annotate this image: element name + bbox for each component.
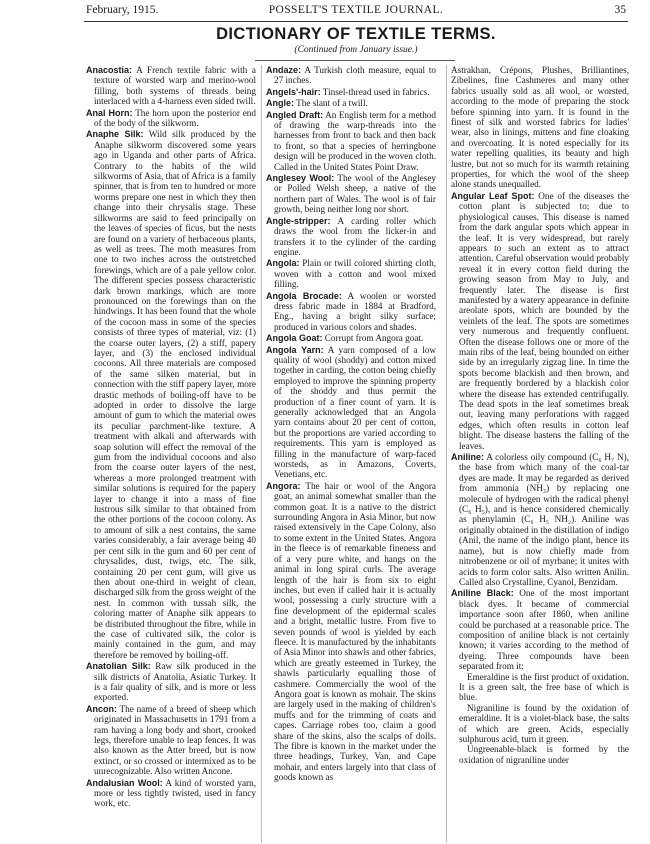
entry-term: Aniline:: [451, 452, 484, 463]
dictionary-entry: [266, 216, 436, 258]
entry-definition: Raw silk produced in the silk districts of Anatolia, Asiatic Turkey. It is a fair quality of silk, and is more or less exported.: [94, 661, 256, 703]
entry-term: Angular Leaf Spot:: [451, 190, 535, 201]
dictionary-entry: [86, 129, 256, 660]
entry-term: Anal Horn:: [86, 107, 133, 118]
dictionary-entry: [86, 661, 256, 703]
entry-definition: The slant of a twill.: [294, 98, 368, 109]
entry-term: Angle:: [266, 98, 294, 109]
entry-definition: Corrupt from Angora goat.: [322, 333, 424, 344]
entry-definition: A colorless oily compound (C₆ H₇ N), the base from which many of the coal-tar dyes are made. It may be regarded as derived from ammonia (NH₃) by replacing one molecule of hydrogen with the radical phenyl (C₆ H₅), and is hence considered chemically as phenylamin (C₆ H₅ NH₂). Aniline was originally obtained in the distillation of indigo (Anil, the name of the indigo plant, hence its name), but is now chiefly made from nitrobenzene or oil of myrbane; it unites with acids to form color salts. Also written Anilin. Called also Crystalline, Cyanol, Benzidam.: [459, 452, 629, 587]
entry-definition: One of the most important black dyes. It became of commercial importance soon after 1860, when aniline could be purchased at a reasonable price. The composition of aniline black is not certainly known; it varies according to the method of dyeing. Three compounds have been separated from it:: [459, 588, 629, 672]
dictionary-entry: [266, 258, 436, 289]
dictionary-entry: [451, 191, 629, 451]
dictionary-entry: [86, 108, 256, 129]
entry-term: Angled Draft:: [266, 109, 324, 120]
dictionary-entry: [86, 704, 256, 777]
entry-definition: A yarn composed of a low quality of wool (shoddy) and cotton mixed together in carding, the cotton being chiefly employed to improve the spinning property of the shoddy and thus permit the production of a finer count of yarn. It is generally acknowledged that an Angola yarn contains about 20 per cent of cotton, but the proportions are varied according to requirements. This yarn is employed as filling in the manufacture of warp-faced worsteds, as in Amazons, Coverts, Venetians, etc.: [274, 344, 436, 480]
entry-subparagraph: Ungreenable-black is formed by the oxidation of nigraniline under: [459, 744, 629, 765]
dictionary-entry: [451, 452, 629, 587]
article-title: DICTIONARY OF TEXTILE TERMS.: [216, 25, 496, 43]
entry-definition: Wild silk produced by the Anaphe silkworm discovered some years ago in Uganda and other parts of Africa. Contrary to the habits of the wild silkworms of Asia, that of Africa is a family spinner, that is from ten to hundred or more worms prepare one nest in which they then change into their chrysalis stage. These silkworms are said to feed principally on the leaves of species of ficus, but the nests are found on a variety of herbaceous plants, as well as trees. The moth measures from one to two inches across the outstretched forewings, which are of a pale yellow color. The different species possess characteristic dark brown markings, which are more pronounced on the forewings than on the hindwings. It has been found that the whole of the cocoon mass in some of the species consists of three types of material, viz: (1) the coarse outer layers, (2) a stiff, papery layer, and (3) the enclosed individual cocoons. All three materials are composed of the same silken material, but in connection with the stiff papery layer, more drastic methods of boiling-off have to be adopted in order to dissolve the large amount of gum to which the material owes its peculiar parchment-like texture. A treatment with alkali and afterwards with soap solution will effect the removal of the gum from the individual cocoons and also from the coarse outer layers of the nest, whereas a more prolonged treatment with similar solutions is required for the papery layer to change it into a mass of fine lustrous silk similar to that obtained from the other portions of the cocoon colony. As to amount of silk a nest contains, the same varies considerably, a fair average being 40 per cent silk in the gum and 60 per cent of chrysalides, dust, twigs, etc. The silk, containing 20 per cent gum, will give us then about one-third in weight of clean, discharged silk from the gross weight of the nest. In common with tussah silk, the coloring matter of Anaphe silk appears to be distributed throughout the fibre, while in the case of cultivated silk, the color is mainly contained in the gum, and may therefore be removed by boiling-off.: [94, 129, 256, 660]
dictionary-entry: [451, 65, 629, 190]
dictionary-entry: [266, 481, 436, 783]
entry-definition: Astrakhan, Crépons, Plushes, Brilliantines, Zibelines, fine Cashmeres and many other fabrics usually sold as all wool, or worsted, according to the mode of preparing the stock before spinning into yarn. It is found in the finest of silk and worsted fabrics for ladies' wear, also in linings, mittens and fine cloaking and overcoating. It is noted especially for its water repelling qualities, its beauty and high lustre, but not so much for its warmth retaining properties, for which the wool of the sheep alone stands unequalled.: [451, 65, 629, 190]
entry-term: Angola Brocade:: [266, 290, 342, 301]
entry-definition: A Turkish cloth measure, equal to 27 inches.: [274, 65, 436, 86]
title-rule: [255, 60, 455, 61]
entry-term: Angola Yarn:: [266, 344, 324, 355]
entry-definition: One of the diseases the cotton plant is subjected to; due to physiological causes. This disease is named from the dark angular spots which appear in the leaf. It is very widespread, but rarely appears to such an extent as to attract attention. Careful observation would probably reveal it in every cotton field during the growing season from May to July, and frequently later. The disease is first manifested by a watery appearance in definite areolate spots, which are bounded by the veinlets of the leaf. The spots are sometimes very numerous and frequently confluent. Often the disease follows one or more of the main ribs of the leaf, being bounded on either side by an irregularly zigzag line. In time the spots become blackish and then brown, and are frequently bordered by a blackish color where the disease has extended centrifugally. The dead spots in the leaf sometimes break out, leaving many perforations with ragged edges, which often results in cotton leaf blight. The disease hastens the falling of the leaves.: [459, 190, 629, 451]
entry-definition: The wool of the Anglesey or Polled Welsh sheep, a native of the northern part of Wales. The wool is of fair growth, being neither long nor short.: [274, 173, 436, 215]
entry-definition: A carding roller which draws the wool from the licker-in and transfers it to the cylinder of the carding engine.: [274, 215, 436, 257]
dictionary-entry: [266, 173, 436, 215]
entry-term: Angora:: [266, 480, 301, 491]
column-divider: [446, 65, 447, 843]
entry-subparagraph: Nigraniline is found by the oxidation of emeraldine. It is a violet-black base, the salts of which are green. Acids, especially sulphurous acid, turn it green.: [459, 702, 629, 744]
entry-term: Andaze:: [266, 65, 302, 75]
entry-term: Anglesey Wool:: [266, 173, 335, 184]
entry-definition: The hair or wool of the Angora goat, an animal somewhat smaller than the common goat. It is a native to the district surrounding Angora in Asia Minor, but now raised extensively in the Cape Colony, also to some extent in the United States. Angora in the fleece is of remarkable fineness and of a very pure white, and hangs on the animal in long spiral curls. The average length of the hair is from six to eight inches, but even if called hair it is actually wool, possessing a curly structure with a fine development of the epidermal scales and a bright, metallic lustre. From five to seven pounds of wool is yielded by each fleece. It is manufactured by the inhabitants of Asia Minor into shawls and other fabrics, which are greatly esteemed in Turkey, the shawls particularly equalling those of cashmere. Commercially the wool of the Angora goat is known as mohair. The skins are largely used in the making of children's muffs and for the trimming of coats and capes. Carriage robes too, claim a good share of the skins, also the scalps of dolls. The fibre is known in the market under the three headings, Turkey, Van, and Cape mohair, and enters largely into that class of goods known as: [274, 480, 436, 783]
journal-name: POSSELT'S TEXTILE JOURNAL.: [268, 4, 444, 16]
dictionary-entry: [451, 588, 629, 765]
entry-definition: An English term for a method of drawing the warp-threads into the harnesses from front to back and then back to front, so that a species of herringbone design will be produced in the woven cloth. Called in the United States Point Draw.: [274, 109, 436, 172]
entry-definition: A woolen or worsted dress fabric made in 1884 at Bradford, Eng., having a bright silky surface; produced in various colors and shades.: [274, 290, 436, 332]
entry-term: Andalusian Wool:: [86, 777, 163, 788]
header-rule: [84, 21, 628, 22]
entry-definition: The horn upon the posterior end of the body of the silkworm.: [94, 107, 256, 129]
column-1: [86, 65, 256, 843]
entry-definition: The name of a breed of sheep which originated in Massachusetts in 1791 from a ram having a long body and short, crooked legs, therefore unable to leap fences. It was also known as the Atter breed, but is now extinct, or so crossed or intermixed as to be unrecognizable. Also written Ancone.: [94, 703, 256, 777]
entry-term: Anaphe Silk:: [86, 129, 144, 140]
entry-term: Ancon:: [86, 703, 117, 714]
entry-term: Aniline Black:: [451, 588, 514, 599]
entry-definition: A French textile fabric with a texture of worsted warp and merino-wool filling, both systems of threads being interlaced with a 4-harness even sided twill.: [94, 65, 256, 107]
page-number: 35: [614, 4, 626, 16]
text-columns: [86, 65, 630, 843]
dictionary-entry: [266, 333, 436, 343]
entry-term: Angle-stripper:: [266, 215, 331, 226]
dictionary-entry: [86, 778, 256, 809]
dictionary-entry: [266, 110, 436, 172]
dictionary-entry: [86, 65, 256, 107]
dictionary-entry: [266, 345, 436, 480]
entry-definition: Tinsel-thread used in fabrics.: [320, 86, 430, 97]
entry-term: Anacostia:: [86, 65, 133, 75]
entry-term: Angola Goat:: [266, 333, 323, 344]
dictionary-entry: [266, 65, 436, 86]
running-head: [86, 4, 626, 20]
entry-term: Anatolian Silk:: [86, 661, 151, 672]
entry-definition: Plain or twill colored shirting cloth, woven with a cotton and wool mixed filling.: [274, 258, 436, 290]
dictionary-entry: [266, 291, 436, 333]
issue-date: February, 1915.: [86, 4, 159, 16]
article-subtitle: (Continued from January issue.): [294, 45, 418, 55]
entry-term: Angels'-hair:: [266, 86, 321, 97]
entry-definition: A kind of worsted yarn, more or less tightly twisted, used in fancy work, etc.: [94, 777, 256, 809]
dictionary-entry: [266, 87, 436, 97]
column-divider: [261, 65, 262, 843]
column-2: [266, 65, 436, 843]
dictionary-entry: [266, 98, 436, 108]
entry-subparagraph: Emeraldine is the first product of oxidation. It is a green salt, the free base of which is blue.: [459, 671, 629, 703]
column-3: [451, 65, 629, 843]
entry-term: Angola:: [266, 258, 300, 269]
